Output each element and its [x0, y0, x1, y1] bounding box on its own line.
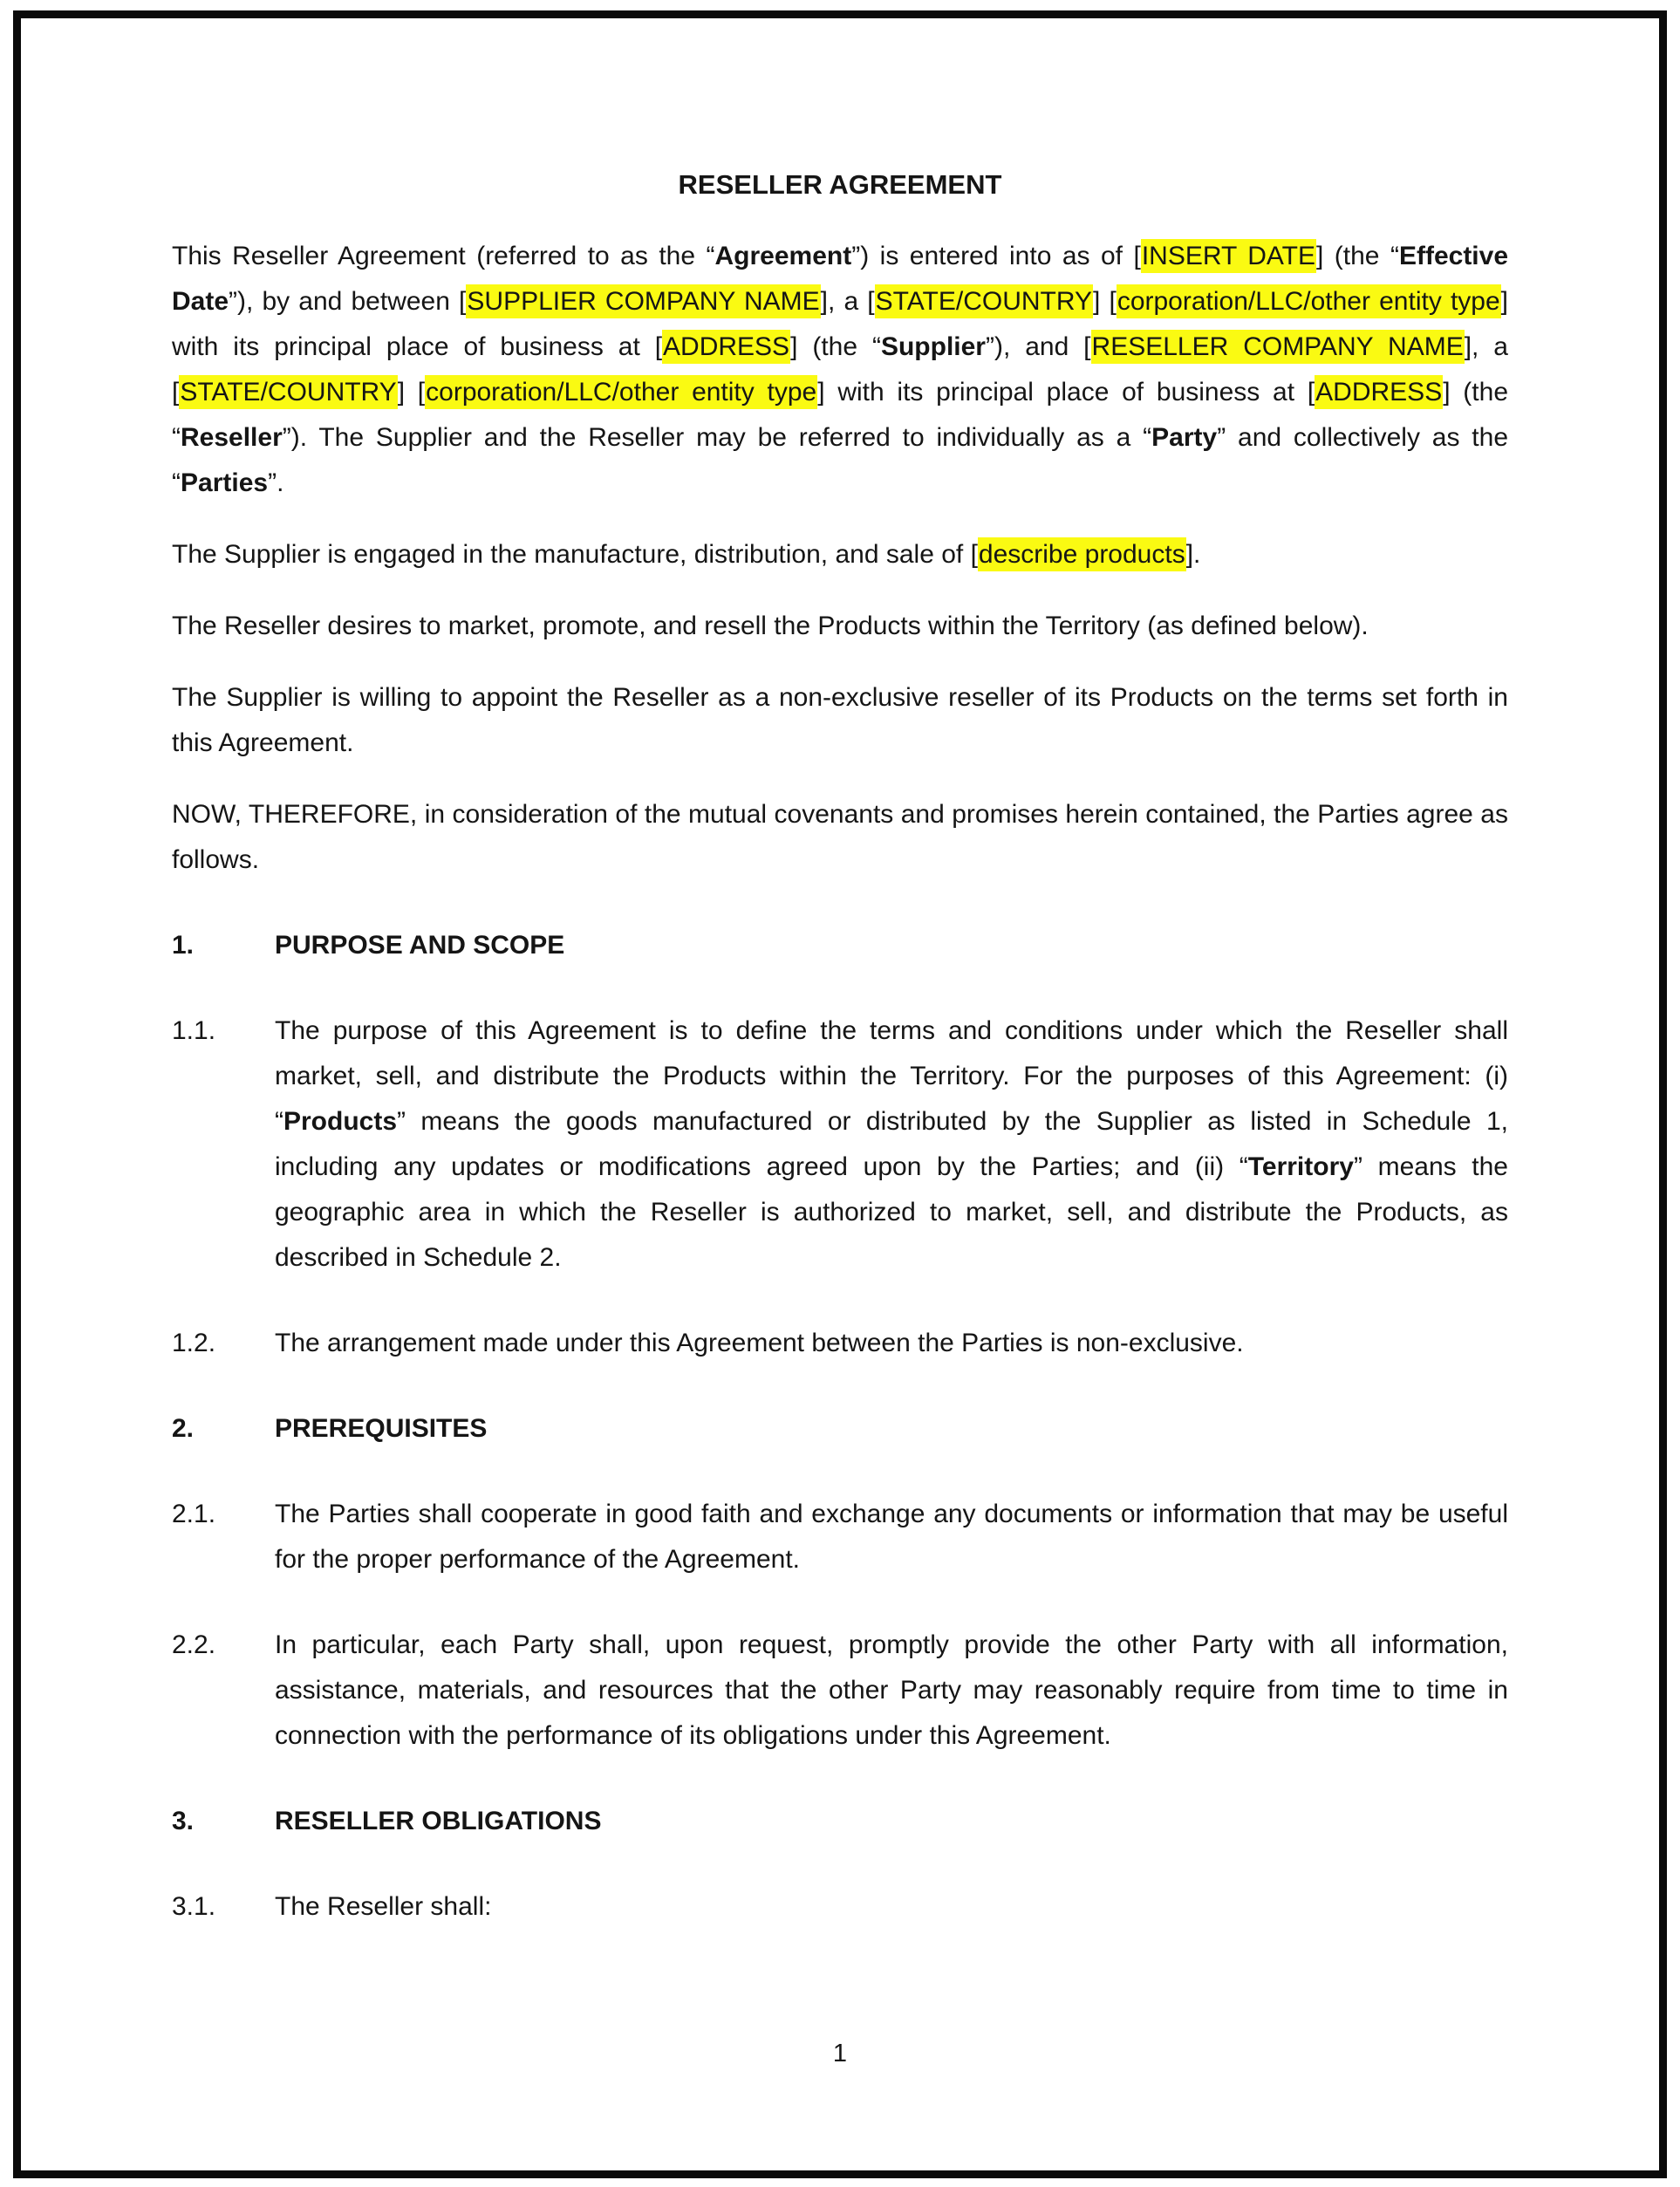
intro-paragraph-2: The Supplier is engaged in the manufacture, distribution, and sale of [describe products]. [172, 532, 1508, 578]
section-2-number: 2. [172, 1414, 195, 1443]
intro-paragraph-4: The Supplier is willing to appoint the Reseller as a non-exclusive reseller of its Products on the terms set forth in this Agreement. [172, 683, 1508, 757]
clause-2-2-number: 2.2. [172, 1630, 216, 1659]
clause-2-2-text: In particular, each Party shall, upon request, promptly provide the other Party with all information, assistance, materials, and resources that the other Party may reasonably require from time to time in connection with the performance of its obligations under this Agreement. [275, 1630, 1508, 1750]
section-1-heading [172, 923, 1508, 968]
clause-1-1-text: The purpose of this Agreement is to define the terms and conditions under which the Reseller shall market, sell, and distribute the Products within the Territory. For the purposes of this Agreement: (i) “Products” means the goods manufactured or distributed by the Supplier as listed in Schedule 1, including any updates or modifications agreed upon by the Parties; and (ii) “Territory” means the geographic area in which the Reseller is authorized to market, sell, and distribute the Products, as described in Schedule 2. [275, 1016, 1508, 1272]
clause-1-1-number: 1.1. [172, 1016, 216, 1045]
clause-2-1-text: The Parties shall cooperate in good faith and exchange any documents or information that may be useful for the proper performance of the Agreement. [275, 1500, 1508, 1574]
intro-paragraph-1: This Reseller Agreement (referred to as the “Agreement”) is entered into as of [INSERT DATE] (the “Effective Date”), by and between [SUPPLIER COMPANY NAME], a [STATE/COUNTRY] [corporation/LLC/other entity type] with its principal place of business at [ADDRESS] (the “Supplier”), and [RESELLER COMPANY NAME], a [STATE/COUNTRY] [corporation/LLC/other entity type] with its principal place of business at [ADDRESS] (the “Reseller”). The Supplier and the Reseller may be referred to individually as a “Party” and collectively as the “Parties”. [172, 234, 1508, 506]
clause-2-2 [172, 1623, 1508, 1759]
section-1-title: PURPOSE AND SCOPE [275, 931, 565, 960]
clause-1-2 [172, 1321, 1508, 1366]
document-content [172, 0, 1508, 1930]
section-3-title: RESELLER OBLIGATIONS [275, 1807, 602, 1835]
clause-2-1 [172, 1492, 1508, 1582]
document-title: RESELLER AGREEMENT [678, 169, 1002, 200]
section-1-number: 1. [172, 931, 195, 960]
clause-1-2-text: The arrangement made under this Agreement between the Parties is non-exclusive. [275, 1329, 1244, 1357]
clause-3-1-number: 3.1. [172, 1892, 216, 1921]
intro-paragraph-3: The Reseller desires to market, promote, and resell the Products within the Territory (as defined below). [172, 612, 1369, 640]
section-2-title: PREREQUISITES [275, 1414, 488, 1443]
section-2-heading [172, 1406, 1508, 1452]
page-number: 1 [832, 2040, 848, 2067]
section-3-heading [172, 1799, 1508, 1844]
clause-1-1 [172, 1008, 1508, 1281]
clause-3-1-text: The Reseller shall: [275, 1892, 492, 1921]
clause-1-2-number: 1.2. [172, 1329, 216, 1357]
section-3-number: 3. [172, 1807, 195, 1835]
intro-paragraph-5: NOW, THEREFORE, in consideration of the mutual covenants and promises herein contained, the Parties agree as follows. [172, 800, 1508, 874]
clause-2-1-number: 2.1. [172, 1500, 216, 1528]
clause-3-1 [172, 1884, 1508, 1930]
